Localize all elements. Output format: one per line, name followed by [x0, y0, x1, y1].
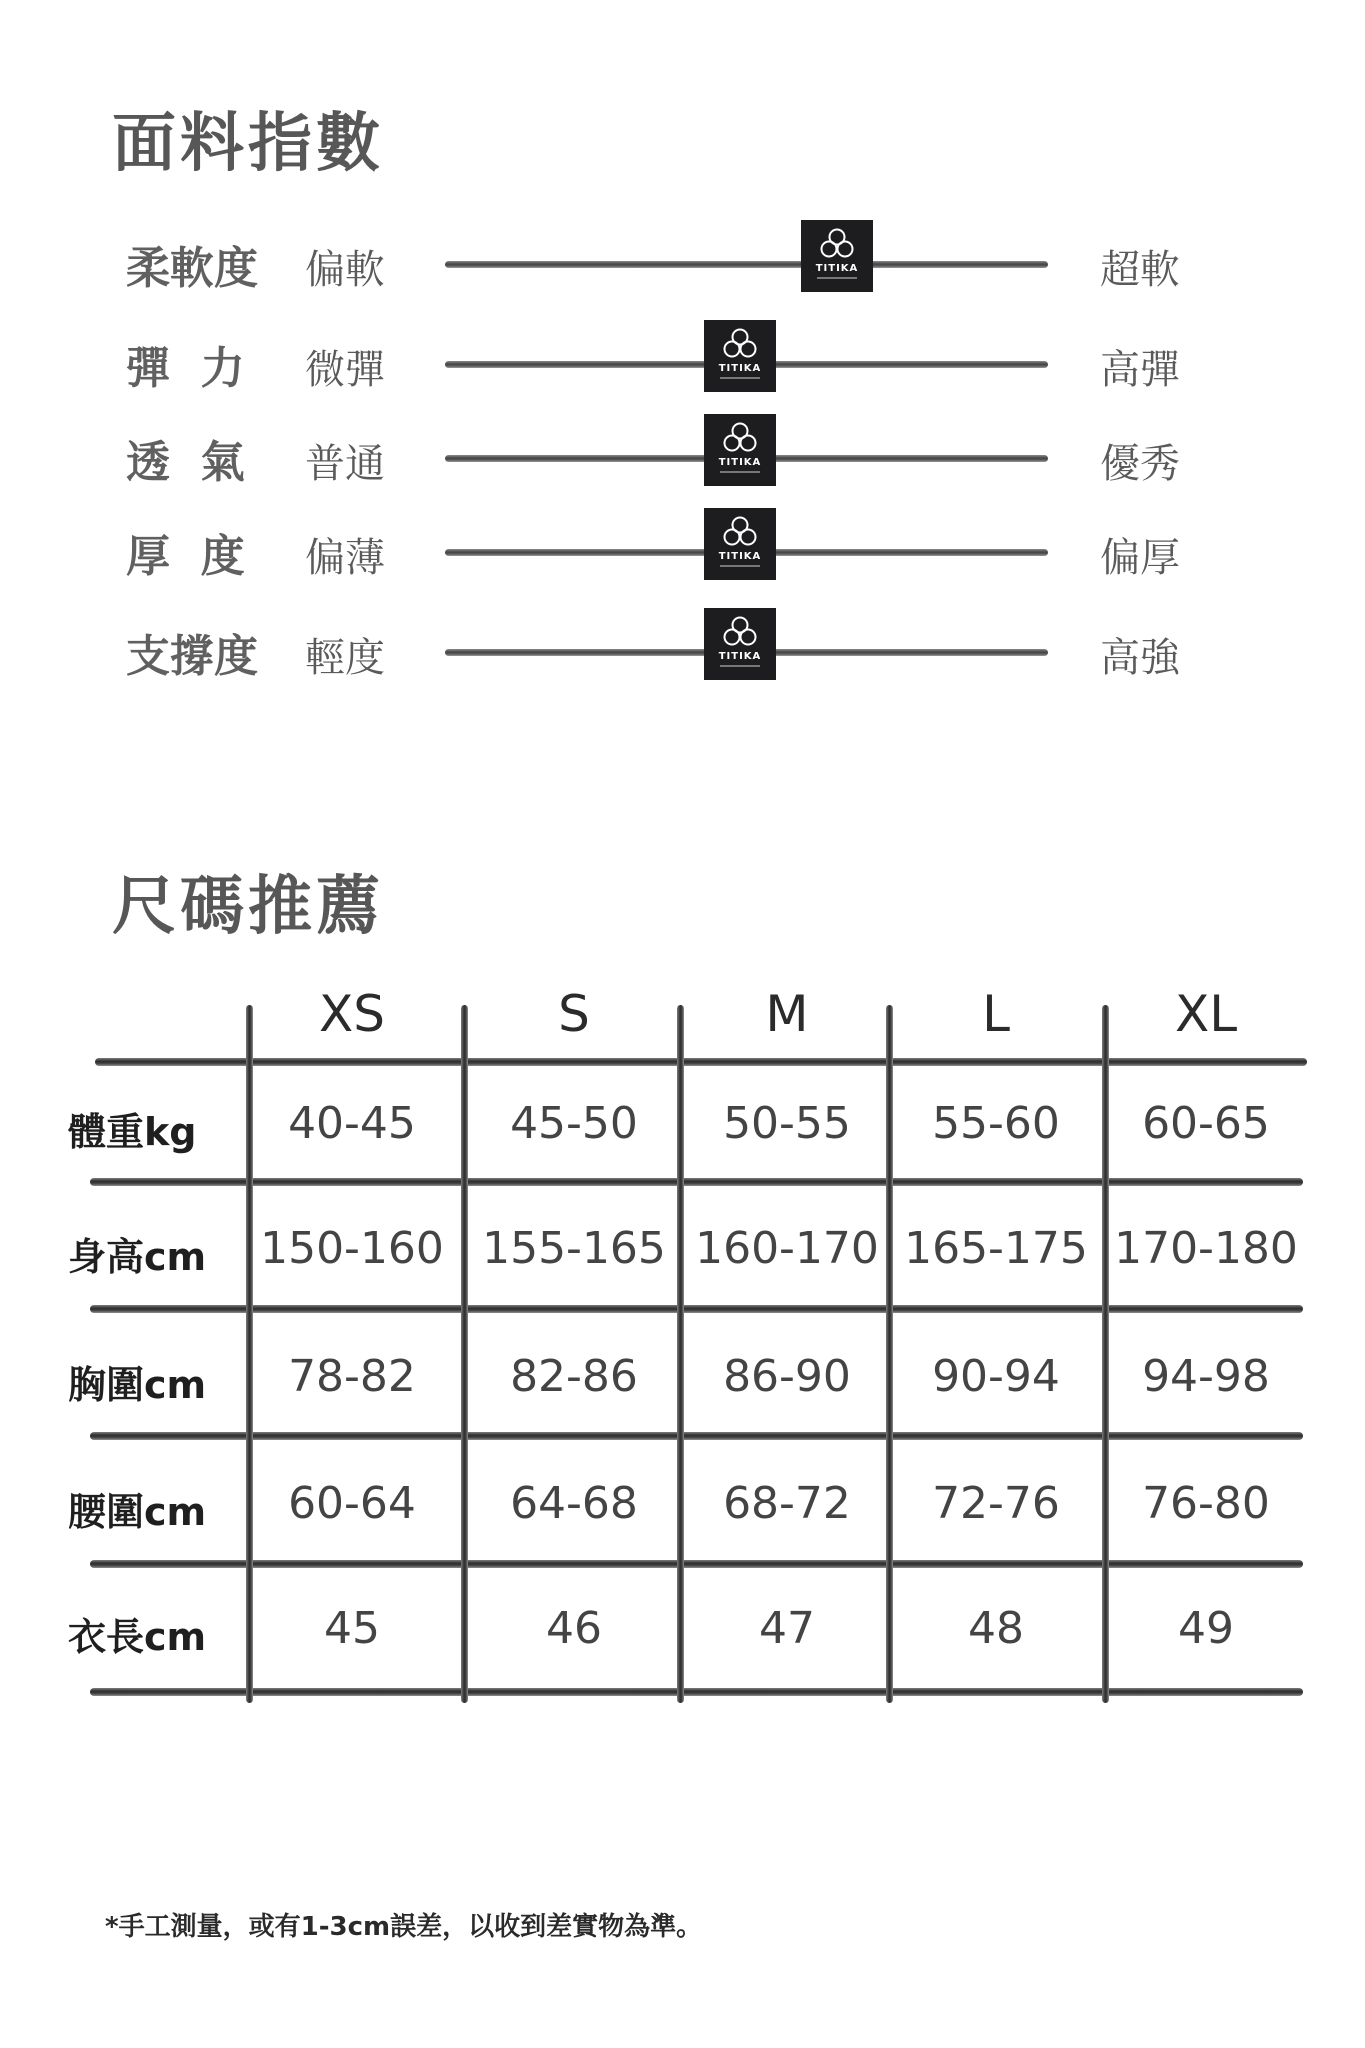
table-cell: 45-50 [510, 1098, 638, 1149]
size-header-m: M [765, 985, 809, 1043]
table-row-label: 胸圍cm [68, 1363, 207, 1407]
fabric-level-marker [801, 220, 873, 292]
table-cell: 60-65 [1142, 1098, 1270, 1149]
trefoil-logo-icon [723, 616, 757, 648]
fabric-row [0, 318, 1365, 398]
table-cell: 165-175 [904, 1223, 1088, 1274]
table-column-divider [461, 1005, 468, 1703]
table-cell: 150-160 [260, 1223, 444, 1274]
badge-brand-text: TITIKA [718, 551, 762, 562]
fabric-scale-high-label: 高強 [1100, 635, 1180, 681]
trefoil-logo-icon [820, 228, 854, 260]
table-cell: 40-45 [288, 1098, 416, 1149]
fabric-scale-low-label: 輕度 [305, 635, 385, 681]
badge-subline [817, 277, 857, 279]
fabric-scale-low-label: 普通 [305, 441, 385, 487]
size-header-s: S [558, 985, 590, 1043]
fabric-attribute-name: 彈 力 [126, 343, 245, 394]
measurement-footnote: *手工測量，或有1-3cm誤差，以收到差實物為準。 [105, 1912, 703, 1942]
fabric-row [0, 606, 1365, 686]
table-row-divider [90, 1560, 1303, 1568]
badge-brand-text: TITIKA [815, 263, 859, 274]
fabric-scale-low-label: 偏薄 [305, 535, 385, 581]
table-row-divider [90, 1432, 1303, 1440]
table-cell: 160-170 [695, 1223, 879, 1274]
fabric-attribute-name: 厚 度 [126, 531, 245, 582]
table-cell: 82-86 [510, 1351, 638, 1402]
fabric-scale-high-label: 優秀 [1100, 441, 1180, 487]
table-cell: 170-180 [1114, 1223, 1298, 1274]
trefoil-logo-icon [723, 516, 757, 548]
table-cell: 78-82 [288, 1351, 416, 1402]
table-cell: 64-68 [510, 1478, 638, 1529]
badge-subline [720, 471, 760, 473]
table-cell: 46 [546, 1603, 602, 1654]
table-row-label: 腰圍cm [68, 1490, 207, 1534]
table-cell: 94-98 [1142, 1351, 1270, 1402]
fabric-attribute-name: 支撐度 [126, 631, 258, 682]
badge-subline [720, 377, 760, 379]
fabric-level-marker [704, 508, 776, 580]
table-cell: 47 [759, 1603, 815, 1654]
table-row-label: 衣長cm [68, 1615, 207, 1659]
badge-brand-text: TITIKA [718, 457, 762, 468]
table-cell: 72-76 [932, 1478, 1060, 1529]
trefoil-logo-icon [723, 422, 757, 454]
fabric-scale-high-label: 高彈 [1100, 347, 1180, 393]
fabric-row [0, 412, 1365, 492]
table-cell: 60-64 [288, 1478, 416, 1529]
table-cell: 48 [968, 1603, 1024, 1654]
table-cell: 76-80 [1142, 1478, 1270, 1529]
table-row-divider [95, 1058, 1307, 1066]
fabric-scale-low-label: 偏軟 [305, 247, 385, 293]
table-row-label: 體重kg [68, 1110, 197, 1154]
size-header-xs: XS [319, 985, 385, 1043]
table-cell: 55-60 [932, 1098, 1060, 1149]
table-cell: 45 [324, 1603, 380, 1654]
trefoil-logo-icon [723, 328, 757, 360]
fabric-level-marker [704, 320, 776, 392]
badge-subline [720, 565, 760, 567]
badge-brand-text: TITIKA [718, 363, 762, 374]
fabric-attribute-name: 透 氣 [126, 437, 245, 488]
fabric-attribute-name: 柔軟度 [126, 243, 258, 294]
fabric-scale-low-label: 微彈 [305, 347, 385, 393]
table-row-divider [90, 1305, 1303, 1313]
table-cell: 50-55 [723, 1098, 851, 1149]
table-cell: 49 [1178, 1603, 1234, 1654]
fabric-level-marker [704, 414, 776, 486]
fabric-scale-high-label: 超軟 [1100, 247, 1180, 293]
fabric-index-title: 面料指數 [112, 107, 384, 181]
table-cell: 86-90 [723, 1351, 851, 1402]
fabric-scale-track [445, 261, 1048, 268]
badge-brand-text: TITIKA [718, 651, 762, 662]
size-header-l: L [982, 985, 1010, 1043]
table-cell: 90-94 [932, 1351, 1060, 1402]
table-cell: 155-165 [482, 1223, 666, 1274]
badge-subline [720, 665, 760, 667]
table-row-label: 身高cm [68, 1235, 207, 1279]
fabric-scale-high-label: 偏厚 [1100, 535, 1180, 581]
fabric-row [0, 218, 1365, 298]
table-row-divider [90, 1688, 1303, 1696]
size-recommendation-title: 尺碼推薦 [112, 870, 384, 944]
fabric-row [0, 506, 1365, 586]
table-row-divider [90, 1178, 1303, 1186]
table-cell: 68-72 [723, 1478, 851, 1529]
fabric-level-marker [704, 608, 776, 680]
size-header-xl: XL [1174, 985, 1238, 1043]
